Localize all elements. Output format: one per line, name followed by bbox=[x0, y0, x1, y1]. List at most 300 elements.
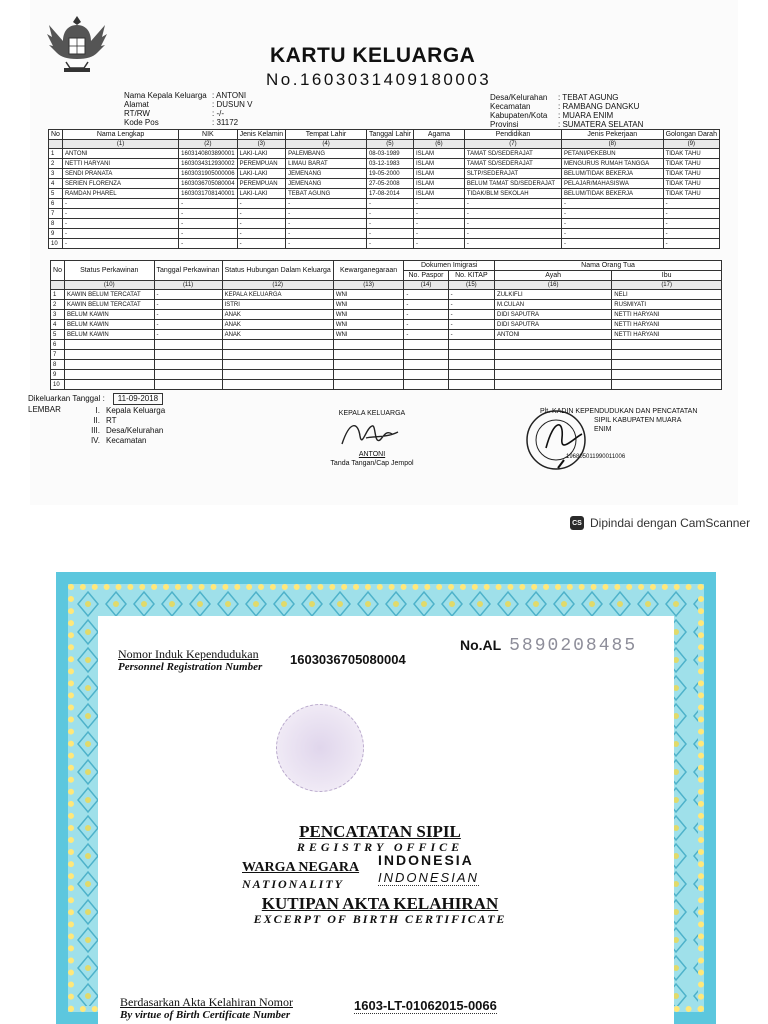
table-cell: ANAK bbox=[222, 320, 333, 330]
table-cell: - bbox=[62, 209, 178, 219]
meta-value: : MUARA ENIM bbox=[558, 111, 614, 120]
table-cell: - bbox=[62, 199, 178, 209]
sheet-label: LEMBAR bbox=[28, 405, 61, 414]
table-cell bbox=[612, 350, 722, 360]
table-cell: ANTONI bbox=[62, 149, 178, 159]
table-cell: - bbox=[154, 320, 222, 330]
table-cell: - bbox=[237, 219, 286, 229]
table-cell: 1603140803890001 bbox=[179, 149, 237, 159]
table-cell: - bbox=[562, 239, 664, 249]
meta-label: Alamat bbox=[124, 100, 149, 109]
serial-number bbox=[460, 636, 637, 656]
table-cell: - bbox=[448, 310, 494, 320]
table-cell bbox=[404, 380, 448, 390]
table-cell bbox=[333, 360, 404, 370]
table-row bbox=[49, 159, 720, 169]
table-cell: PEREMPUAN bbox=[237, 179, 286, 189]
col-number: (13) bbox=[333, 281, 404, 290]
table-cell: - bbox=[366, 219, 413, 229]
col-number: (10) bbox=[64, 281, 154, 290]
copy-recipient: Kepala Keluarga bbox=[106, 406, 166, 415]
table-cell: - bbox=[237, 199, 286, 209]
table-cell bbox=[154, 380, 222, 390]
copy-number: I. bbox=[95, 406, 100, 415]
nationality-label bbox=[242, 860, 359, 892]
basis-label-id: Berdasarkan Akta Kelahiran Nomor bbox=[120, 995, 293, 1009]
table-cell: - bbox=[663, 219, 719, 229]
table-cell: ANTONI bbox=[495, 330, 612, 340]
table-cell: 4 bbox=[49, 179, 63, 189]
table-cell: - bbox=[286, 199, 367, 209]
col-number: (8) bbox=[562, 140, 664, 149]
table-cell: - bbox=[413, 199, 464, 209]
col-number: (14) bbox=[404, 281, 448, 290]
col-header-father: Ayah bbox=[495, 271, 612, 281]
table-cell: TIDAK TAHU bbox=[663, 159, 719, 169]
table-cell: TEBAT AGUNG bbox=[286, 189, 367, 199]
col-header: Golongan Darah bbox=[663, 130, 719, 140]
table-cell: PETANI/PEKEBUN bbox=[562, 149, 664, 159]
table-cell: ISLAM bbox=[413, 179, 464, 189]
meta-row bbox=[124, 118, 252, 127]
col-header: Jenis Kelamin bbox=[237, 130, 286, 140]
table-cell: 9 bbox=[49, 229, 63, 239]
table-cell bbox=[64, 350, 154, 360]
table-row bbox=[49, 229, 720, 239]
col-number: (5) bbox=[366, 140, 413, 149]
table-cell bbox=[333, 370, 404, 380]
table-cell: - bbox=[154, 310, 222, 320]
table-cell: - bbox=[464, 239, 561, 249]
table-cell bbox=[495, 380, 612, 390]
table-row bbox=[49, 179, 720, 189]
table-row bbox=[51, 370, 722, 380]
meta-label: RT/RW bbox=[124, 109, 150, 118]
meta-value: : RAMBANG DANGKU bbox=[558, 102, 640, 111]
table-cell: ISTRI bbox=[222, 300, 333, 310]
table-cell: DIDI SAPUTRA bbox=[495, 320, 612, 330]
table-cell: TIDAK TAHU bbox=[663, 179, 719, 189]
table-row bbox=[49, 209, 720, 219]
meta-label: Kode Pos bbox=[124, 118, 159, 127]
table-cell: - bbox=[286, 219, 367, 229]
table-row bbox=[51, 350, 722, 360]
meta-value: : -/- bbox=[212, 109, 224, 118]
head-of-family-label: KEPALA KELUARGA bbox=[338, 410, 406, 417]
table-cell bbox=[64, 340, 154, 350]
meta-value: : DUSUN V bbox=[212, 100, 253, 109]
meta-label: Kabupaten/Kota bbox=[490, 111, 548, 120]
table-cell: PALEMBANG bbox=[286, 149, 367, 159]
camscanner-logo-icon: CS bbox=[570, 516, 584, 530]
col-header-citizenship: Kewarganegaraan bbox=[333, 261, 404, 281]
table-cell bbox=[154, 340, 222, 350]
table-cell: - bbox=[562, 219, 664, 229]
signature-caption: Tanda Tangan/Cap Jempol bbox=[330, 460, 414, 467]
table-cell: - bbox=[464, 199, 561, 209]
table-cell: - bbox=[366, 229, 413, 239]
table-cell bbox=[404, 350, 448, 360]
table-cell: - bbox=[62, 229, 178, 239]
official-title-line1: Plt. KADIN KEPENDUDUKAN DAN PENCATATAN bbox=[540, 408, 698, 415]
table-cell: ANAK bbox=[222, 330, 333, 340]
table-cell: - bbox=[404, 290, 448, 300]
camscanner-watermark bbox=[562, 512, 760, 534]
table-cell: - bbox=[464, 229, 561, 239]
garuda-emblem-icon bbox=[44, 10, 110, 76]
table-cell: SLTP/SEDERAJAT bbox=[464, 169, 561, 179]
table-cell: - bbox=[562, 199, 664, 209]
copy-item bbox=[80, 436, 165, 446]
table-cell bbox=[404, 360, 448, 370]
table-cell: WNI bbox=[333, 320, 404, 330]
serial-value: 5890208485 bbox=[509, 636, 638, 656]
embossed-seal-icon bbox=[276, 704, 364, 792]
table-cell: LAKI-LAKI bbox=[237, 169, 286, 179]
table-cell: TAMAT SD/SEDERAJAT bbox=[464, 149, 561, 159]
table-cell bbox=[222, 360, 333, 370]
col-header: NIK bbox=[179, 130, 237, 140]
col-number: (11) bbox=[154, 281, 222, 290]
table-cell: - bbox=[154, 300, 222, 310]
table-cell: - bbox=[663, 239, 719, 249]
table-cell bbox=[448, 360, 494, 370]
table-cell: TIDAK TAHU bbox=[663, 149, 719, 159]
certificate-paper bbox=[98, 616, 674, 1024]
col-number: (1) bbox=[62, 140, 178, 149]
table-cell bbox=[222, 380, 333, 390]
table-cell: - bbox=[464, 219, 561, 229]
table-cell: - bbox=[448, 330, 494, 340]
table-cell: RAMDAN PHAREL bbox=[62, 189, 178, 199]
table-cell: 1603031905000006 bbox=[179, 169, 237, 179]
table-cell: - bbox=[663, 199, 719, 209]
table-cell: KAWIN BELUM TERCATAT bbox=[64, 300, 154, 310]
table-cell bbox=[333, 380, 404, 390]
meta-row bbox=[490, 102, 643, 111]
col-number: (7) bbox=[464, 140, 561, 149]
meta-row bbox=[490, 93, 643, 102]
col-number: (6) bbox=[413, 140, 464, 149]
col-header: Agama bbox=[413, 130, 464, 140]
family-status-table bbox=[50, 260, 722, 390]
nationality-label-en: NATIONALITY bbox=[242, 877, 345, 891]
table-cell: BELUM KAWIN bbox=[64, 320, 154, 330]
table-row bbox=[51, 340, 722, 350]
table-cell: 8 bbox=[51, 360, 65, 370]
official-stamp-icon bbox=[524, 408, 588, 472]
col-number bbox=[49, 140, 63, 149]
table-cell bbox=[612, 380, 722, 390]
table-cell: LIMAU BARAT bbox=[286, 159, 367, 169]
col-number: (12) bbox=[222, 281, 333, 290]
table-cell: ISLAM bbox=[413, 169, 464, 179]
table-cell: - bbox=[663, 229, 719, 239]
copy-distribution-list bbox=[80, 406, 165, 446]
table-cell: 9 bbox=[51, 370, 65, 380]
nik-label-en: Personnel Registration Number bbox=[118, 661, 263, 673]
table-cell: - bbox=[413, 239, 464, 249]
table-cell: - bbox=[286, 239, 367, 249]
table-cell: ISLAM bbox=[413, 189, 464, 199]
col-number: (4) bbox=[286, 140, 367, 149]
table-cell: BELUM/TIDAK BEKERJA bbox=[562, 169, 664, 179]
family-card-number: No.1603031409180003 bbox=[266, 70, 492, 89]
table-cell: ZULKIFLI bbox=[495, 290, 612, 300]
copy-item bbox=[80, 426, 165, 436]
col-number: (2) bbox=[179, 140, 237, 149]
col-header-no: No bbox=[51, 261, 65, 281]
meta-value: : TEBAT AGUNG bbox=[558, 93, 619, 102]
table-cell: WNI bbox=[333, 310, 404, 320]
nationality-label-id: WARGA NEGARA bbox=[242, 860, 360, 875]
official-nip: 196805011990011006 bbox=[566, 454, 626, 460]
table-cell: 27-05-2008 bbox=[366, 179, 413, 189]
table-cell: WNI bbox=[333, 290, 404, 300]
col-header-immigration-docs: Dokumen Imigrasi bbox=[404, 261, 495, 271]
table-row bbox=[51, 310, 722, 320]
table-cell: 08-03-1989 bbox=[366, 149, 413, 159]
col-header: Pendidikan bbox=[464, 130, 561, 140]
table-cell bbox=[154, 360, 222, 370]
table-cell: 5 bbox=[49, 189, 63, 199]
meta-row bbox=[124, 100, 252, 109]
table-cell: - bbox=[562, 209, 664, 219]
col-number: (16) bbox=[495, 281, 612, 290]
table-cell: 2 bbox=[49, 159, 63, 169]
table-cell: WNI bbox=[333, 330, 404, 340]
table-cell: - bbox=[413, 229, 464, 239]
table-cell bbox=[448, 380, 494, 390]
table-cell bbox=[612, 370, 722, 380]
table-cell: NETTI HARYANI bbox=[612, 330, 722, 340]
col-number: (17) bbox=[612, 281, 722, 290]
table-cell bbox=[222, 350, 333, 360]
table-cell: 8 bbox=[49, 219, 63, 229]
document-title: KARTU KELUARGA bbox=[270, 44, 476, 67]
table-cell bbox=[222, 340, 333, 350]
table-cell: 1 bbox=[51, 290, 65, 300]
table-cell: - bbox=[404, 310, 448, 320]
table-cell: 4 bbox=[51, 320, 65, 330]
col-header: Nama Lengkap bbox=[62, 130, 178, 140]
table-row bbox=[51, 290, 722, 300]
table-cell: RUSMIYATI bbox=[612, 300, 722, 310]
col-header-kitap: No. KITAP bbox=[448, 271, 494, 281]
table-cell: - bbox=[237, 239, 286, 249]
table-cell: 1603031708140001 bbox=[179, 189, 237, 199]
table-cell: 1603036705080004 bbox=[179, 179, 237, 189]
table-row bbox=[49, 239, 720, 249]
col-header-parents: Nama Orang Tua bbox=[495, 261, 722, 271]
region-info bbox=[490, 93, 643, 129]
table-cell: BELUM/TIDAK BEKERJA bbox=[562, 189, 664, 199]
nik-label-id: Nomor Induk Kependudukan bbox=[118, 647, 259, 661]
table-cell bbox=[404, 340, 448, 350]
table-cell: 6 bbox=[51, 340, 65, 350]
table-row bbox=[51, 300, 722, 310]
table-cell bbox=[222, 370, 333, 380]
table-cell: TIDAK TAHU bbox=[663, 189, 719, 199]
col-header: Tempat Lahir bbox=[286, 130, 367, 140]
nationality-value-en: INDONESIAN bbox=[378, 870, 479, 885]
table-cell: 19-05-2000 bbox=[366, 169, 413, 179]
table-cell: - bbox=[237, 209, 286, 219]
camscanner-text: Dipindai dengan CamScanner bbox=[590, 516, 751, 530]
table-cell: BELUM KAWIN bbox=[64, 330, 154, 340]
table-cell: KEPALA KELUARGA bbox=[222, 290, 333, 300]
table-cell: - bbox=[404, 320, 448, 330]
registry-office-title: PENCATATAN SIPIL bbox=[299, 822, 461, 841]
table-row bbox=[51, 320, 722, 330]
table-cell bbox=[495, 360, 612, 370]
table-cell: LAKI-LAKI bbox=[237, 189, 286, 199]
table-cell bbox=[333, 340, 404, 350]
table-cell: - bbox=[413, 209, 464, 219]
table-cell bbox=[612, 340, 722, 350]
table-cell: 1 bbox=[49, 149, 63, 159]
table-cell: - bbox=[366, 239, 413, 249]
col-header-marriage-date: Tanggal Perkawinan bbox=[154, 261, 222, 281]
meta-row bbox=[124, 91, 252, 100]
head-of-family-name: ANTONI bbox=[358, 451, 386, 458]
table-cell bbox=[448, 350, 494, 360]
col-header: Jenis Pekerjaan bbox=[562, 130, 664, 140]
copy-item bbox=[80, 406, 165, 416]
table-cell: 3 bbox=[49, 169, 63, 179]
table-cell: - bbox=[62, 239, 178, 249]
table-cell: - bbox=[179, 199, 237, 209]
table-cell: DIDI SAPUTRA bbox=[495, 310, 612, 320]
table-cell: - bbox=[179, 219, 237, 229]
table-cell bbox=[64, 370, 154, 380]
col-header: No bbox=[49, 130, 63, 140]
table-cell: 03-12-1983 bbox=[366, 159, 413, 169]
table-cell bbox=[333, 350, 404, 360]
issued-date-label: Dikeluarkan Tanggal : bbox=[28, 394, 105, 403]
table-cell: - bbox=[237, 229, 286, 239]
table-row bbox=[49, 199, 720, 209]
table-cell: NETTI HARYANI bbox=[62, 159, 178, 169]
table-cell: - bbox=[62, 219, 178, 229]
col-header-mother: Ibu bbox=[612, 271, 722, 281]
meta-label: Desa/Kelurahan bbox=[490, 93, 548, 102]
table-cell: LAKI-LAKI bbox=[237, 149, 286, 159]
table-cell: 1603034312930002 bbox=[179, 159, 237, 169]
table-cell: - bbox=[154, 330, 222, 340]
table-cell: ANAK bbox=[222, 310, 333, 320]
table-cell: - bbox=[286, 229, 367, 239]
table-cell: TIDAK TAHU bbox=[663, 169, 719, 179]
copy-number: IV. bbox=[90, 436, 100, 445]
table-cell: - bbox=[404, 300, 448, 310]
table-cell bbox=[404, 370, 448, 380]
copy-recipient: Kecamatan bbox=[106, 436, 147, 445]
table-row bbox=[51, 380, 722, 390]
meta-row bbox=[124, 109, 252, 118]
nationality-value-id: INDONESIA bbox=[378, 852, 474, 868]
meta-label: Provinsi bbox=[490, 120, 519, 129]
table-cell: - bbox=[179, 209, 237, 219]
table-row bbox=[49, 219, 720, 229]
table-cell: 2 bbox=[51, 300, 65, 310]
table-cell: NELI bbox=[612, 290, 722, 300]
table-row bbox=[51, 360, 722, 370]
table-cell: WNI bbox=[333, 300, 404, 310]
table-cell: - bbox=[448, 320, 494, 330]
col-header-marital-status: Status Perkawinan bbox=[64, 261, 154, 281]
table-cell: 6 bbox=[49, 199, 63, 209]
col-number: (15) bbox=[448, 281, 494, 290]
issued-date-value: 11-09-2018 bbox=[113, 393, 163, 405]
table-cell bbox=[448, 370, 494, 380]
table-cell: - bbox=[562, 229, 664, 239]
table-row bbox=[51, 330, 722, 340]
meta-row bbox=[490, 120, 643, 129]
table-cell: MENGURUS RUMAH TANGGA bbox=[562, 159, 664, 169]
copy-number: III. bbox=[91, 426, 100, 435]
family-members-table bbox=[48, 129, 720, 249]
table-cell: 17-08-2014 bbox=[366, 189, 413, 199]
table-cell: - bbox=[404, 330, 448, 340]
table-cell bbox=[154, 350, 222, 360]
basis-label-en: By virtue of Birth Certificate Number bbox=[120, 1009, 291, 1021]
head-signature-icon bbox=[336, 418, 406, 450]
table-cell: SENDI PRANATA bbox=[62, 169, 178, 179]
table-cell: 7 bbox=[51, 350, 65, 360]
col-header: Tanggal Lahir bbox=[366, 130, 413, 140]
table-cell: - bbox=[366, 199, 413, 209]
meta-value: : ANTONI bbox=[212, 91, 247, 100]
table-cell bbox=[612, 360, 722, 370]
table-cell: ISLAM bbox=[413, 149, 464, 159]
table-cell: 3 bbox=[51, 310, 65, 320]
official-title-line2: SIPIL KABUPATEN MUARA ENIM bbox=[594, 417, 682, 433]
head-of-family-signature-block bbox=[312, 450, 432, 468]
table-cell: 10 bbox=[49, 239, 63, 249]
table-cell bbox=[448, 340, 494, 350]
table-cell: BELUM TAMAT SD/SEDERAJAT bbox=[464, 179, 561, 189]
table-cell bbox=[154, 370, 222, 380]
copy-number: II. bbox=[93, 416, 100, 425]
table-row bbox=[49, 169, 720, 179]
table-cell bbox=[495, 370, 612, 380]
meta-value: : 31172 bbox=[212, 118, 239, 127]
table-cell: 5 bbox=[51, 330, 65, 340]
table-cell: - bbox=[286, 209, 367, 219]
table-cell: JEMENANG bbox=[286, 169, 367, 179]
table-cell: PELAJAR/MAHASISWA bbox=[562, 179, 664, 189]
table-cell: TIDAK/BLM SEKOLAH bbox=[464, 189, 561, 199]
table-cell: - bbox=[154, 290, 222, 300]
table-cell: 10 bbox=[51, 380, 65, 390]
table-cell: SERIEN FLORENZA bbox=[62, 179, 178, 189]
table-cell: NETTI HARYANI bbox=[612, 310, 722, 320]
basis-value: 1603-LT-01062015-0066 bbox=[354, 998, 497, 1013]
table-cell: - bbox=[663, 209, 719, 219]
basis-label bbox=[120, 996, 293, 1022]
table-cell: PEREMPUAN bbox=[237, 159, 286, 169]
table-cell: TAMAT SD/SEDERAJAT bbox=[464, 159, 561, 169]
table-cell: BELUM KAWIN bbox=[64, 310, 154, 320]
table-cell: KAWIN BELUM TERCATAT bbox=[64, 290, 154, 300]
meta-row bbox=[490, 111, 643, 120]
table-cell: - bbox=[448, 300, 494, 310]
table-cell: - bbox=[464, 209, 561, 219]
table-cell bbox=[64, 380, 154, 390]
col-number bbox=[51, 281, 65, 290]
copy-recipient: RT bbox=[106, 416, 117, 425]
